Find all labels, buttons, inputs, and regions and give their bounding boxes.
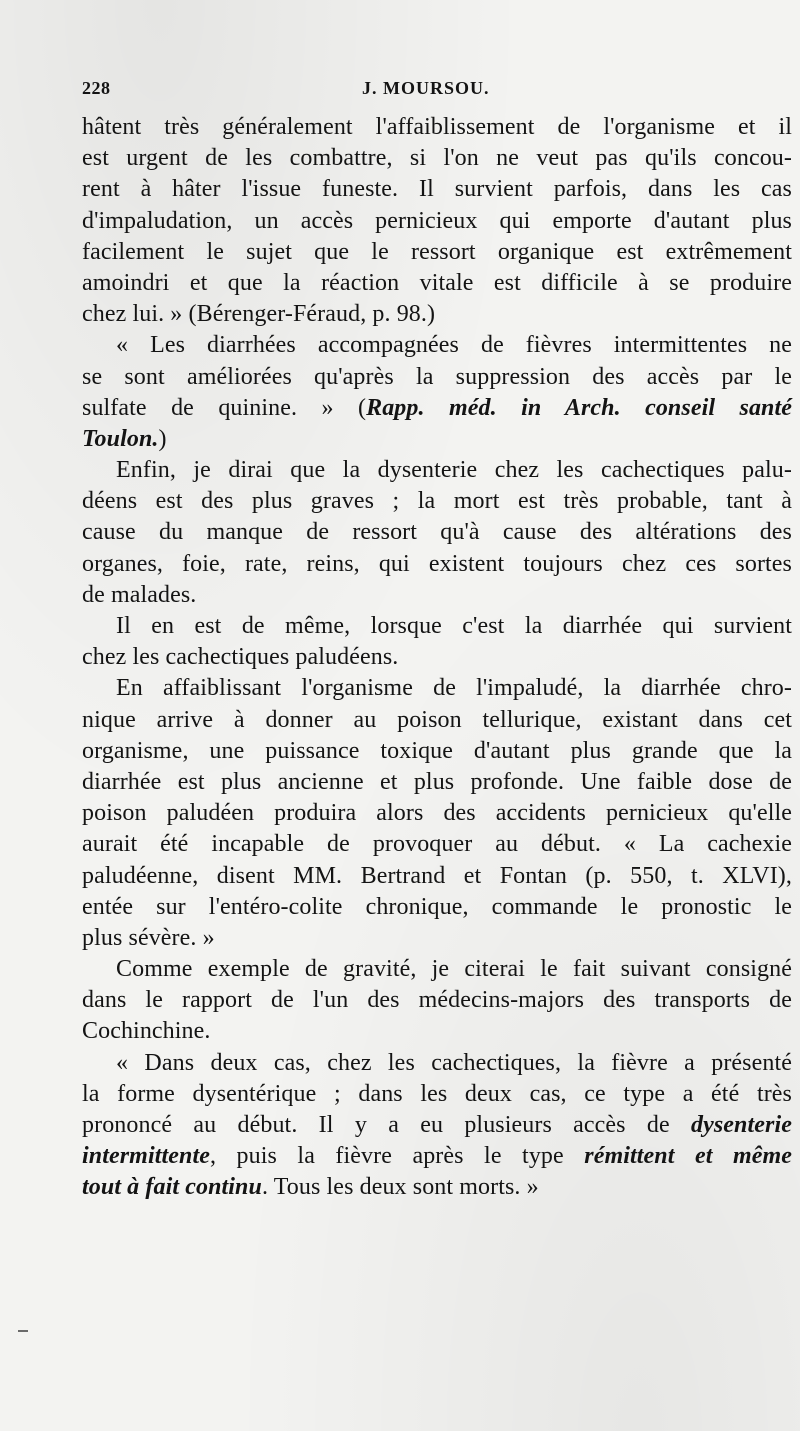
text-line: paludéenne, disent MM. Bertrand et Fontan (p. 550, t. XLVI), <box>82 862 792 889</box>
italic-citation: Toulon. <box>82 425 159 452</box>
text-line: facilement le sujet que le ressort organique est extrêmement <box>82 238 792 265</box>
text-line: entée sur l'entéro-colite chronique, commande le pronostic le <box>82 893 792 920</box>
text-line: cause du manque de ressort qu'à cause des altérations des <box>82 519 792 546</box>
text-line: organes, foie, rate, reins, qui existent toujours chez ces sortes <box>82 550 792 577</box>
text-line <box>82 424 792 455</box>
line-text: . Tous les deux sont morts. » <box>261 1174 539 1201</box>
text-line: nique arrive à donner au poison tellurique, existant dans cet <box>82 706 792 733</box>
text-line: amoindri et que la réaction vitale est difficile à se produire <box>82 269 792 296</box>
text-line <box>82 1172 792 1203</box>
text-line <box>82 1141 792 1172</box>
italic-term: dysenterie <box>691 1112 792 1138</box>
text-line: Il en est de même, lorsque c'est la diarrhée qui survient <box>116 613 792 639</box>
text-line: poison paludéen produira alors des accidents pernicieux qu'elle <box>82 800 792 827</box>
text-line: chez lui. » (Bérenger-Féraud, p. 98.) <box>82 301 436 328</box>
scan-speck <box>18 1330 28 1332</box>
text-line: Cochinchine. <box>82 1018 211 1045</box>
text-line: rent à hâter l'issue funeste. Il survient parfois, dans les cas <box>82 176 792 203</box>
text-line: plus sévère. » <box>82 924 215 951</box>
line-text: , puis la fièvre après le type <box>209 1143 585 1170</box>
text-line: organisme, une puissance toxique d'autant plus grande que la <box>82 737 792 764</box>
line-text: ) <box>158 425 167 452</box>
text-line: hâtent très généralement l'affaiblissement de l'organisme et il <box>82 114 792 140</box>
text-line <box>82 393 792 424</box>
text-line: la forme dysentérique ; dans les deux cas, ce type a été très <box>82 1080 792 1107</box>
line-text: sulfate de quinine. » ( <box>82 394 367 421</box>
text-line: de malades. <box>82 581 197 608</box>
text-line: d'impaludation, un accès pernicieux qui emporte d'autant plus <box>82 207 792 234</box>
text-line: En affaiblissant l'organisme de l'impaludé, la diarrhée chro- <box>116 675 792 702</box>
text-line: Comme exemple de gravité, je citerai le fait suivant consigné <box>116 956 792 983</box>
text-line: « Les diarrhées accompagnées de fièvres intermittentes ne <box>116 332 792 359</box>
text-line: diarrhée est plus ancienne et plus profonde. Une faible dose de <box>82 768 792 795</box>
text-line <box>82 1110 792 1141</box>
body-text <box>82 112 792 1204</box>
italic-citation: Rapp. méd. in Arch. conseil santé <box>366 394 793 421</box>
line-text: prononcé au début. Il y a eu plusieurs accès de <box>82 1112 692 1138</box>
text-line: « Dans deux cas, chez les cachectiques, la fièvre a présenté <box>116 1049 792 1076</box>
text-line: se sont améliorées qu'après la suppression des accès par le <box>82 363 792 390</box>
running-head: J. MOURSOU. <box>362 78 490 98</box>
page-number: 228 <box>82 78 111 98</box>
italic-term: rémittent et même <box>584 1143 792 1170</box>
text-line: Enfin, je dirai que la dysenterie chez les cachectiques palu- <box>116 457 792 484</box>
page-header <box>82 78 794 102</box>
text-line: est urgent de les combattre, si l'on ne veut pas qu'ils concou- <box>82 145 792 172</box>
italic-term: intermittente <box>82 1143 210 1170</box>
text-line: chez les cachectiques paludéens. <box>82 644 399 671</box>
text-line: aurait été incapable de provoquer au début. « La cachexie <box>82 831 792 858</box>
text-line: déens est des plus graves ; la mort est très probable, tant à <box>82 488 792 515</box>
italic-term: tout à fait continu <box>82 1174 262 1201</box>
text-line: dans le rapport de l'un des médecins-majors des transports de <box>82 987 792 1014</box>
